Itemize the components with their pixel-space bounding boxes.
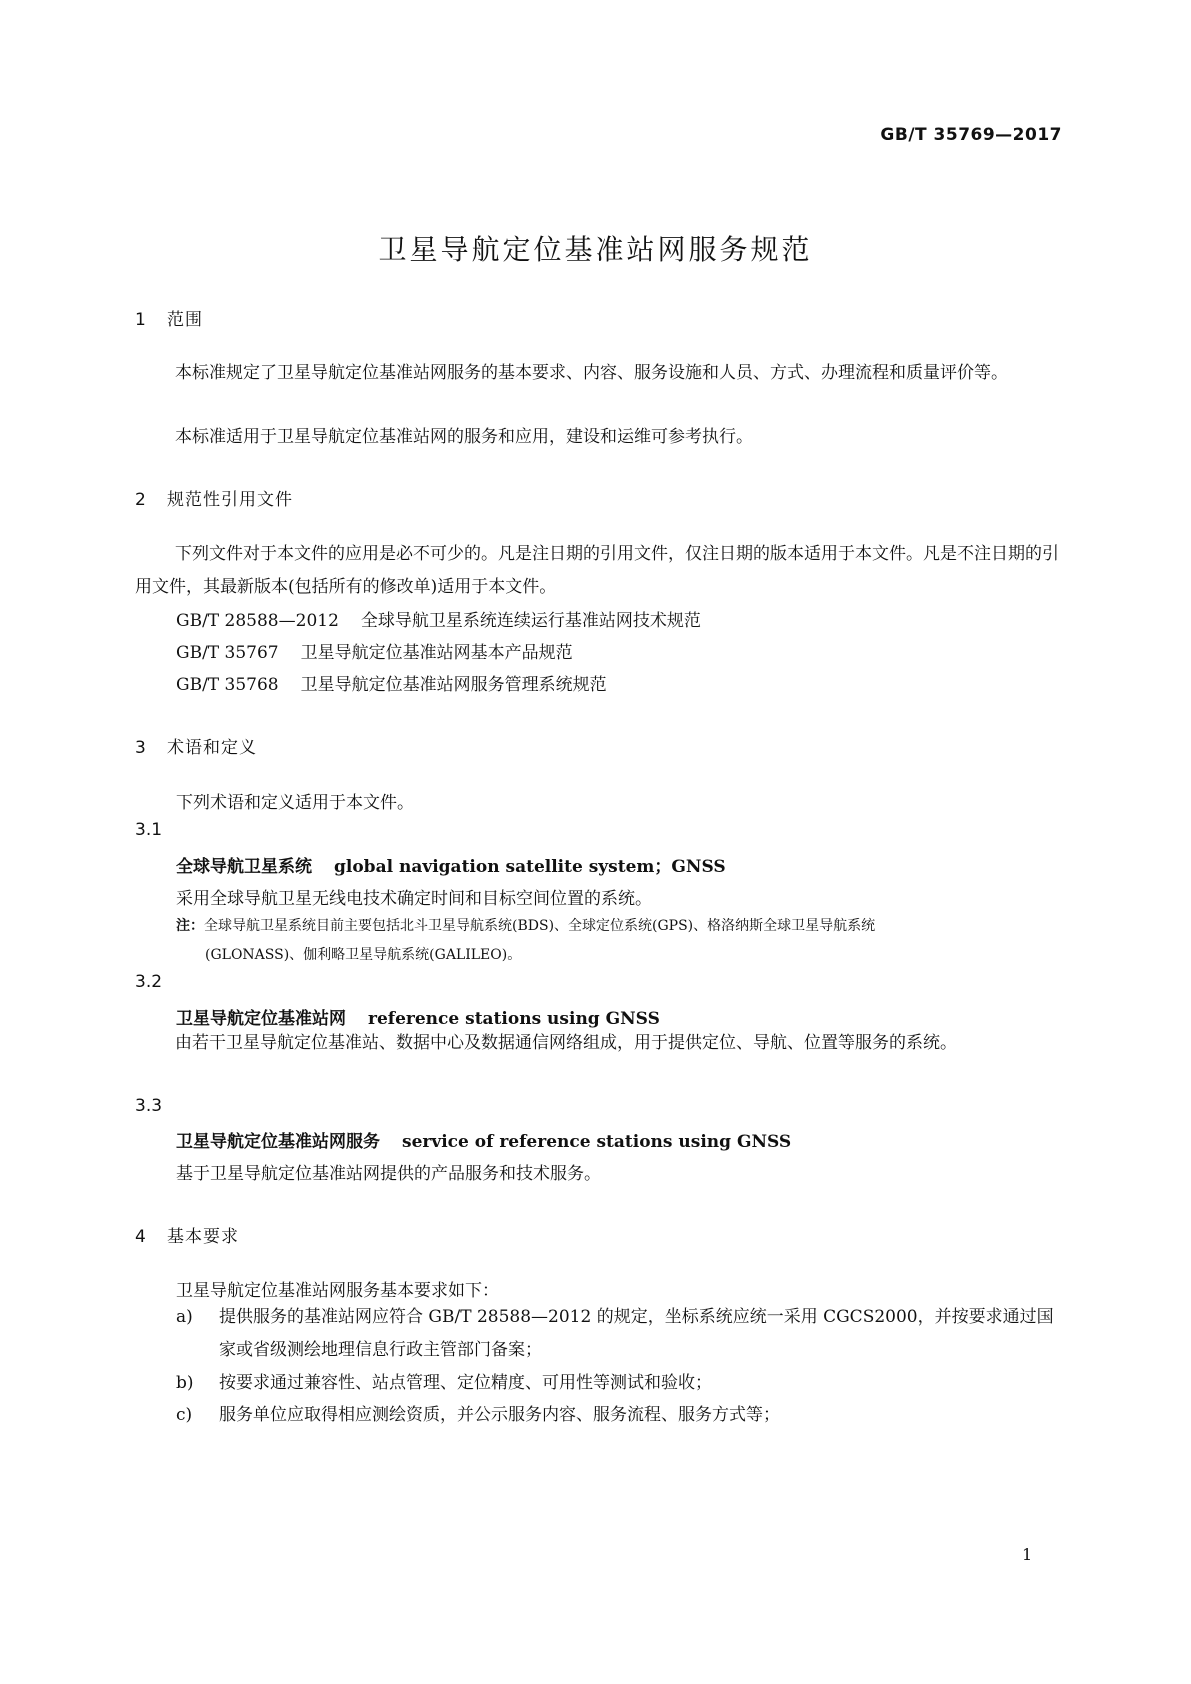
term-entry [176, 1004, 660, 1029]
section-number: 4 [135, 1227, 147, 1247]
section-title: 基本要求 [167, 1227, 239, 1247]
term-definition: 采用全球导航卫星无线电技术确定时间和目标空间位置的系统。 [176, 889, 652, 909]
term-zh: 卫星导航定位基准站网服务 [176, 1132, 380, 1152]
clause-number: 3.3 [135, 1096, 163, 1116]
reference-code: GB/T 35767 [176, 643, 279, 663]
list-marker: c) [176, 1405, 193, 1425]
list-item [176, 1399, 1064, 1432]
list-marker: a) [176, 1307, 193, 1327]
term-entry [176, 1127, 791, 1152]
section-number: 3 [135, 738, 147, 758]
list-item [176, 1301, 1064, 1367]
term-en: global navigation satellite system；GNSS [334, 857, 726, 877]
term-en: reference stations using GNSS [368, 1009, 660, 1029]
term-note [176, 912, 1066, 940]
reference-item [176, 606, 701, 631]
reference-code: GB/T 28588—2012 [176, 611, 339, 631]
section-2-paragraph: 下列文件对于本文件的应用是必不可少的。凡是注日期的引用文件，仅注日期的版本适用于本文件。凡是不注日期的引用文件，其最新版本(包括所有的修改单)适用于本文件。 [135, 544, 1059, 597]
list-item [176, 1367, 1064, 1400]
standard-number: GB/T 35769—2017 [880, 125, 1062, 145]
reference-name: 全球导航卫星系统连续运行基准站网技术规范 [360, 611, 701, 631]
list-marker: b) [176, 1373, 194, 1393]
section-1-paragraph-2: 本标准适用于卫星导航定位基准站网的服务和应用，建设和运维可参考执行。 [175, 427, 753, 447]
term-note-continuation: (GLONASS)、伽利略卫星导航系统(GALILEO)。 [205, 947, 522, 963]
section-3-intro: 下列术语和定义适用于本文件。 [176, 793, 414, 813]
reference-name: 卫星导航定位基准站网服务管理系统规范 [300, 675, 607, 695]
section-1-paragraph-1: 本标准规定了卫星导航定位基准站网服务的基本要求、内容、服务设施和人员、方式、办理流程和质量评价等。 [175, 363, 1008, 383]
term-definition: 由若干卫星导航定位基准站、数据中心及数据通信网络组成，用于提供定位、导航、位置等服务的系统。 [175, 1033, 957, 1053]
page-number: 1 [1022, 1545, 1033, 1564]
section-title: 规范性引用文件 [167, 490, 293, 510]
clause-number: 3.1 [135, 820, 163, 840]
note-text: 全球导航卫星系统目前主要包括北斗卫星导航系统(BDS)、全球定位系统(GPS)、格洛纳斯全球卫星导航系统 [204, 918, 876, 934]
reference-item [176, 638, 573, 663]
reference-item [176, 670, 607, 695]
section-number: 1 [135, 310, 147, 330]
section-number: 2 [135, 490, 147, 510]
reference-code: GB/T 35768 [176, 675, 279, 695]
clause-number: 3.2 [135, 972, 163, 992]
section-title: 范围 [167, 310, 203, 330]
section-2-heading [135, 485, 293, 510]
term-entry [176, 852, 726, 877]
reference-name: 卫星导航定位基准站网基本产品规范 [300, 643, 573, 663]
section-4-heading [135, 1222, 239, 1247]
list-item-text: 服务单位应取得相应测绘资质，并公示服务内容、服务流程、服务方式等； [219, 1405, 780, 1425]
section-3-heading [135, 733, 257, 758]
section-1-heading [135, 305, 203, 330]
list-item-text: 提供服务的基准站网应符合 GB/T 28588—2012 的规定，坐标系统应统一采用 CGCS2000，并按要求通过国家或省级测绘地理信息行政主管部门备案； [219, 1307, 1054, 1360]
section-4-intro: 卫星导航定位基准站网服务基本要求如下： [176, 1281, 499, 1301]
term-zh: 全球导航卫星系统 [176, 857, 312, 877]
term-en: service of reference stations using GNSS [402, 1132, 792, 1152]
document-title: 卫星导航定位基准站网服务规范 [378, 233, 813, 266]
term-zh: 卫星导航定位基准站网 [176, 1009, 346, 1029]
term-definition: 基于卫星导航定位基准站网提供的产品服务和技术服务。 [176, 1164, 601, 1184]
section-title: 术语和定义 [167, 738, 257, 758]
note-label: 注： [176, 918, 204, 934]
list-item-text: 按要求通过兼容性、站点管理、定位精度、可用性等测试和验收； [219, 1373, 712, 1393]
